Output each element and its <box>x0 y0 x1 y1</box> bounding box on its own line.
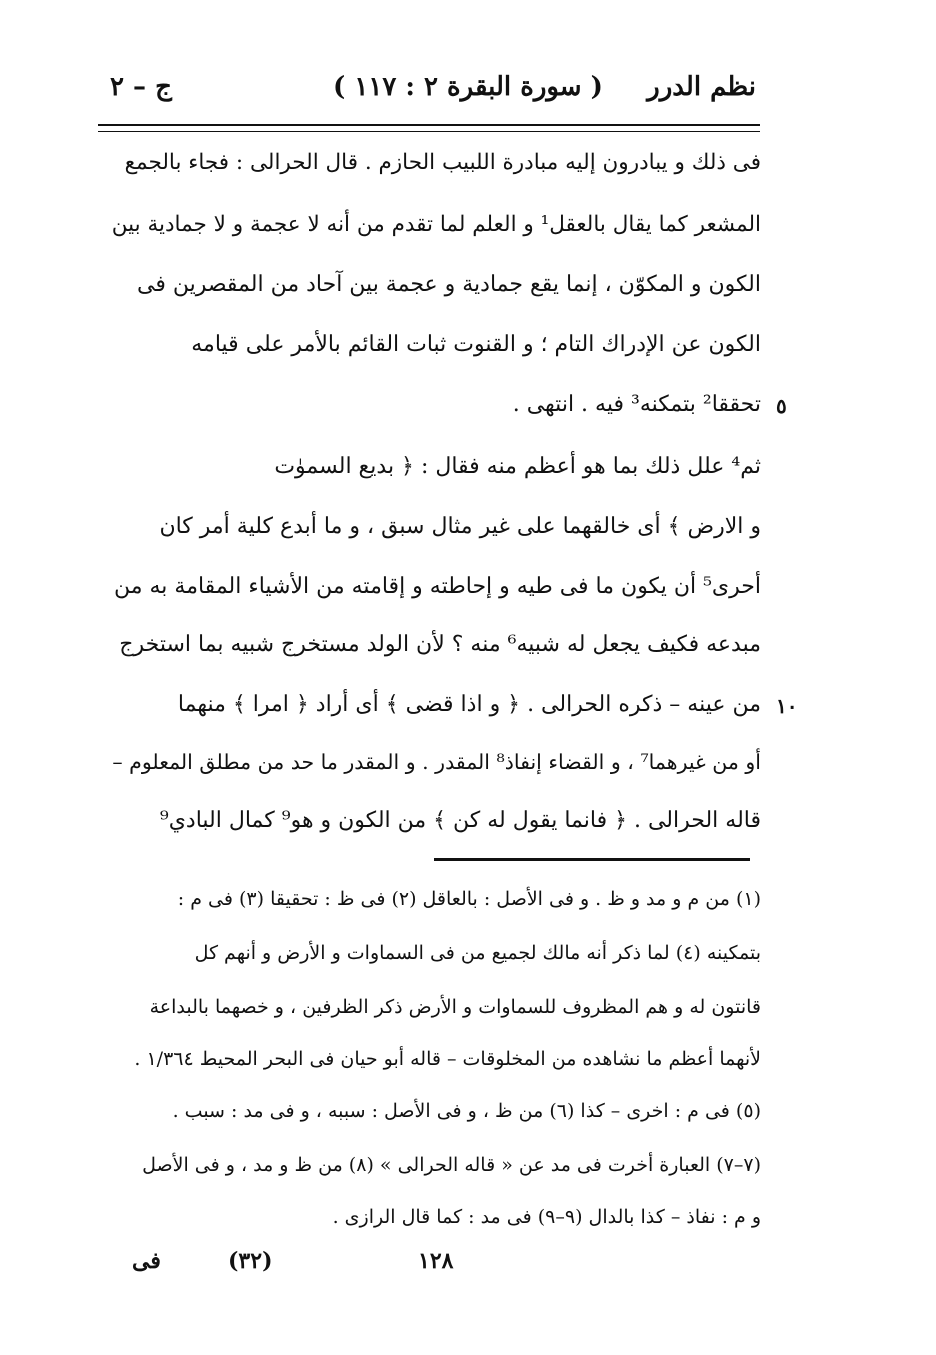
text-line: ثم⁴ علل ذلك بما هو أعظم منه فقال : ﴿ بديع السموٰت <box>274 454 761 479</box>
footnote-line: و م : نفاذ – كذا بالدال (٩–٩) فى مد : كما قال الرازى . <box>332 1206 761 1228</box>
text-line: من عينه – ذكره الحرالى . ﴿ و اذا قضى ﴾ أى أراد ﴿ امرا ﴾ منهما <box>177 692 761 717</box>
footnote-line: (٥) فى م : اخرى – كذا (٦) من ظ ، و فى الأصل : سببه ، و فى مد : سبب . <box>172 1100 761 1122</box>
header-rule-thick <box>98 124 760 126</box>
text-line: قاله الحرالى . ﴿ فانما يقول له كن ﴾ من الكون و هو⁹ كمال البادي⁹ <box>159 808 761 833</box>
text-line: الكون و المكوّن ، إنما يقع جمادية و عجمة بين آحاد من المقصرين فى <box>136 272 761 297</box>
running-header-book-title: نظم الدرر <box>647 72 756 102</box>
line-number-10: ١٠ <box>776 694 798 718</box>
footnote-line: (٧–٧) العبارة أخرت فى مد عن « قاله الحرالى » (٨) من ظ و مد ، و فى الأصل <box>142 1154 761 1176</box>
catchword: فى <box>132 1248 161 1274</box>
footnote-line: لأنهما أعظم ما نشاهده من المخلوقات – قاله أبو حيان فى البحر المحيط ١/٣٦٤ . <box>134 1048 761 1070</box>
volume-reference: (٣٢) <box>228 1248 273 1274</box>
footnote-separator <box>434 858 750 861</box>
footnote-line: (١) من م و مد و ظ . و فى الأصل : بالعاقل (٢) فى ظ : تحقيقا (٣) فى م : <box>177 888 761 910</box>
text-line: فى ذلك و يبادرون إليه مبادرة اللبيب الحازم . قال الحرالى : فجاء بالجمع <box>124 150 761 175</box>
text-line: و الارض ﴾ أى خالقهما على غير مثال سبق ، و ما أبدع كلية أمر كان <box>159 514 761 539</box>
text-line: أو من غيرهما⁷ ، و القضاء إنفاذ⁸ المقدر . و المقدر ما حد من مطلق المعلوم – <box>112 750 761 774</box>
text-line: تحققا² بتمكنه³ فيه . انتهى . <box>512 392 761 417</box>
text-line: المشعر كما يقال بالعقل¹ و العلم لما تقدم من أنه لا عجمة و لا جمادية بين <box>111 212 761 237</box>
text-line: الكون عن الإدراك التام ؛ و القنوت ثبات القائم بالأمر على قيامه <box>191 332 761 357</box>
running-header-surah-reference: ( سورة البقرة ٢ : ١١٧ ) <box>333 72 603 102</box>
footnote-line: قانتون له و هم المظروف للسماوات و الأرض ذكر الظرفين ، و خصهما بالبداعة <box>149 996 761 1018</box>
page-number: ١٢٨ <box>418 1248 454 1274</box>
running-header-part-number: ج – ٢ <box>110 72 172 102</box>
line-number-5: ٥ <box>776 394 787 418</box>
text-line: مبدعه فكيف يجعل له شبيه⁶ منه ؟ لأن الولد مستخرج شبيه بما استخرج <box>119 632 761 657</box>
footnote-line: بتمكينه (٤) لما ذكر أنه مالك لجميع من فى السماوات و الأرض و أنهم كل <box>194 942 761 964</box>
header-rule-thin <box>98 131 760 132</box>
text-line: أحرى⁵ أن يكون ما فى طيه و إحاطته و إقامته من الأشياء المقامة به من <box>113 574 761 599</box>
